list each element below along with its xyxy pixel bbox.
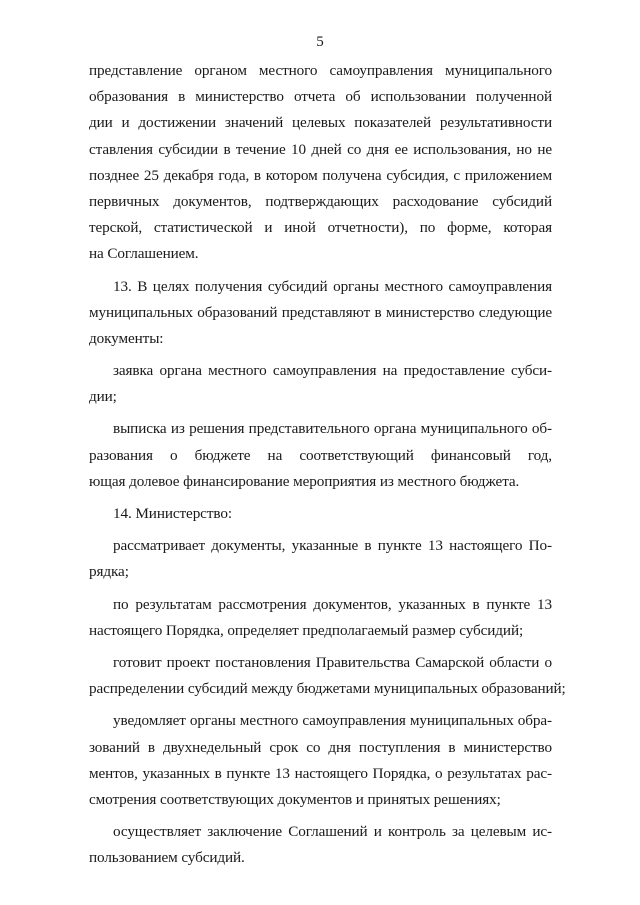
text-line: рядка; [89,563,129,581]
text-line: представление органом местного самоуправления муниципального [89,62,552,79]
text-line: распределении субсидий между бюджетами муниципальных образований; [89,680,566,698]
text-line: 14. Министерство: [113,505,232,522]
text-line: ющая долевое финансирование мероприятия из местного бюджета. [89,472,520,490]
text-line: по результатам рассмотрения документов, указанных в пункте 13 [113,595,552,613]
text-line: зований в двухнедельный срок со дня поступления в министерство [89,738,552,756]
text-line: терской, статистической и иной отчетности), по форме, которая [89,219,552,237]
text-line: выписка из решения представительного органа муниципального об- [113,420,552,438]
text-line: дии и достижении значений целевых показателей результативности [89,114,552,132]
text-line: на Соглашением. [89,245,199,263]
text-line: смотрения соответствующих документов и принятых решениях; [89,790,501,808]
paragraph [89,501,552,527]
text-line: позднее 25 декабря года, в котором получена субсидия, с приложением [89,166,552,184]
paragraph [89,416,552,495]
paragraph [89,819,552,871]
text-line: настоящего Порядка, определяет предполагаемый размер субсидий; [89,621,524,639]
text-line: разования о бюджете на соответствующий финансовый год, [89,446,552,464]
text-line: готовит проект постановления Правительства Самарской области о [113,653,552,671]
text-line: 13. В целях получения субсидий органы местного самоуправления [113,277,552,295]
paragraph [89,358,552,410]
paragraph [89,650,566,702]
paragraph [89,274,552,353]
document-body [89,58,566,871]
paragraph [89,708,552,813]
text-line: дии; [89,388,117,406]
text-line: уведомляет органы местного самоуправления муниципальных обра- [113,712,552,730]
text-line: ставления субсидии в течение 10 дней со дня ее использования, но не [89,140,552,158]
text-line: пользованием субсидий. [89,849,245,867]
text-line: первичных документов, подтверждающих расходование субсидий [89,192,552,210]
text-line: документы: [89,329,164,347]
text-line: заявка органа местного самоуправления на предоставление субси- [113,362,552,380]
text-line: рассматривает документы, указанные в пункте 13 настоящего По- [113,537,552,555]
paragraph [89,592,552,644]
text-line: муниципальных образований представляют в министерство следующие [89,303,552,321]
paragraph [89,533,552,585]
page-number: 5 [316,34,324,50]
text-line: осуществляет заключение Соглашений и контроль за целевым ис- [113,823,552,841]
text-line: образования в министерство отчета об использовании полученной [89,88,552,106]
text-line: ментов, указанных в пункте 13 настоящего Порядка, о результатах рас- [89,764,552,782]
paragraph [89,58,552,268]
